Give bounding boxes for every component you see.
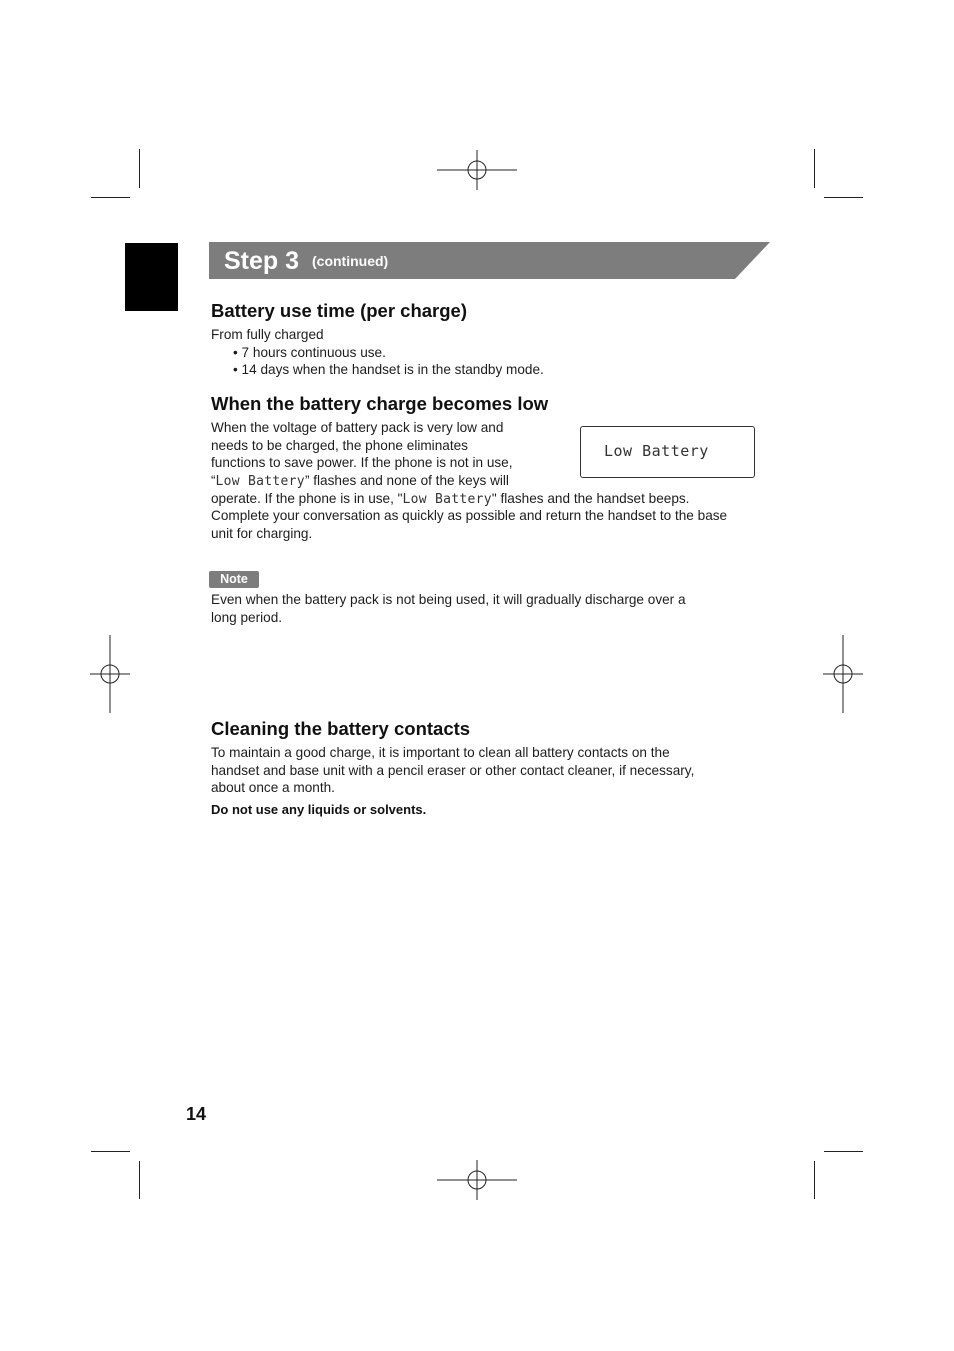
low-charge-line (211, 490, 689, 509)
crop-mark-top-right-horizontal (824, 197, 863, 198)
list-item-text: 14 days when the handset is in the standby mode. (241, 362, 544, 377)
low-charge-line: functions to save power. If the phone is not in use, (211, 455, 513, 470)
low-charge-line (211, 472, 509, 491)
crop-mark-bottom-left-horizontal (91, 1151, 130, 1152)
registration-mark-right (823, 635, 863, 713)
crop-mark-top-left-horizontal (91, 197, 130, 198)
cleaning-line: To maintain a good charge, it is important to clean all battery contacts on the (211, 745, 670, 760)
battery-use-intro: From fully charged (211, 327, 324, 342)
low-charge-line-text: operate. If the phone is in use, " (211, 491, 403, 506)
low-charge-line-text: " flashes and the handset beeps. (491, 491, 690, 506)
crop-mark-bottom-right-horizontal (824, 1151, 863, 1152)
display-text-inline: Low Battery (402, 492, 492, 507)
registration-mark-left (90, 635, 130, 713)
handset-display-text: Low Battery (604, 442, 709, 460)
low-charge-line: needs to be charged, the phone eliminates (211, 438, 468, 453)
quote-open: “ (211, 473, 216, 488)
list-item: • 14 days when the handset is in the standby mode. (233, 362, 544, 377)
crop-mark-top-right-vertical (814, 149, 815, 188)
note-line: long period. (211, 610, 283, 625)
low-charge-line-text: ” flashes and none of the keys will (304, 473, 509, 488)
crop-mark-bottom-right-vertical (814, 1161, 815, 1199)
low-charge-heading: When the battery charge becomes low (211, 393, 549, 414)
crop-mark-bottom-left-vertical (139, 1161, 140, 1199)
cleaning-heading: Cleaning the battery contacts (211, 718, 471, 739)
display-text-inline: Low Battery (215, 474, 305, 489)
crop-mark-top-left-vertical (139, 149, 140, 188)
note-line: Even when the battery pack is not being used, it will gradually discharge over a (211, 592, 686, 607)
low-charge-line: Complete your conversation as quickly as possible and return the handset to the base (211, 508, 728, 523)
page-number: 14 (186, 1104, 207, 1124)
note-badge: Note (209, 571, 259, 588)
battery-use-heading: Battery use time (per charge) (211, 300, 468, 321)
list-item-text: 7 hours continuous use. (241, 345, 386, 360)
low-charge-line: When the voltage of battery pack is very low and (211, 420, 504, 435)
handset-display-illustration (580, 426, 755, 478)
cleaning-line: handset and base unit with a pencil eraser or other contact cleaner, if necessary, (211, 763, 695, 778)
step-continued-label: (continued) (312, 253, 389, 269)
list-item: • 7 hours continuous use. (233, 345, 386, 360)
section-tab-marker (125, 243, 178, 311)
low-charge-line: unit for charging. (211, 526, 313, 541)
registration-mark-bottom (437, 1160, 517, 1200)
registration-mark-top (437, 150, 517, 190)
cleaning-warning: Do not use any liquids or solvents. (211, 802, 427, 817)
step-title: Step 3 (224, 247, 300, 275)
cleaning-line: about once a month. (211, 780, 335, 795)
